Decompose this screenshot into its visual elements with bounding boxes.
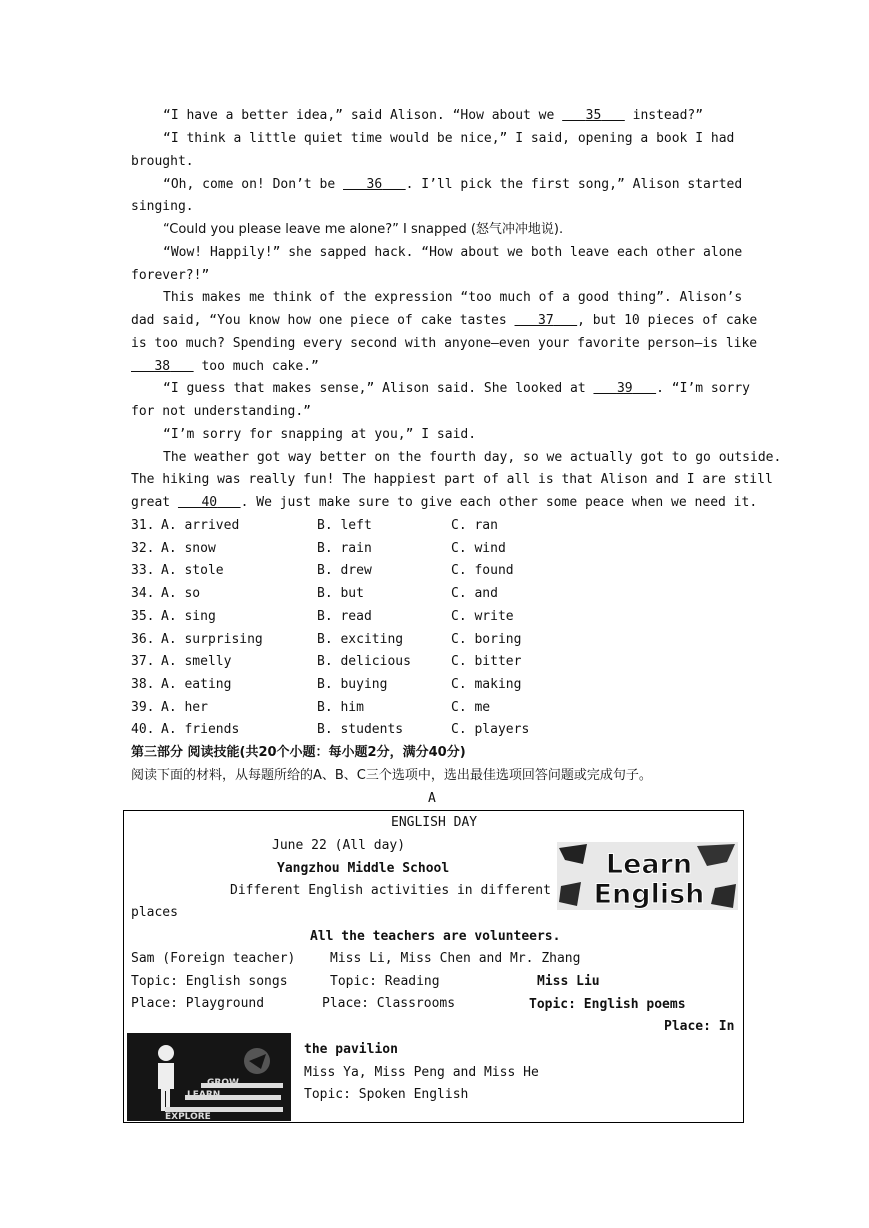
grow-learn-explore-logo (127, 1033, 291, 1121)
option-b: B. drew (317, 563, 372, 578)
option-b: B. him (317, 700, 364, 715)
learn-english-graphic (557, 842, 738, 910)
option-number: 34. (131, 586, 155, 601)
passage-line: 38 too much cake.” (131, 358, 319, 376)
group2-teacher: Miss Li, Miss Chen and Mr. Zhang (330, 951, 581, 966)
option-c: C. wind (451, 541, 506, 556)
passage-line: is too much? Spending every second with anyone—even your favorite person—is like (131, 336, 758, 351)
person-head-icon (158, 1045, 174, 1061)
option-c: C. players (451, 722, 530, 737)
option-c: C. making (451, 677, 522, 692)
poster-desc: Different English activities in different (230, 883, 551, 898)
blank-40: 40 (201, 495, 218, 510)
option-a: A. her (161, 700, 208, 715)
option-number: 38. (131, 677, 155, 692)
option-a: A. snow (161, 541, 216, 556)
option-c: C. bitter (451, 654, 522, 669)
option-number: 33. (131, 563, 155, 578)
option-c: C. ran (451, 518, 498, 533)
passage-line: This makes me think of the expression “too much of a good thing”. Alison’s (163, 290, 743, 305)
passage-line: The weather got way better on the fourth day, so we actually got to go outside. (163, 450, 782, 465)
option-c: C. me (451, 700, 491, 715)
blank-39: 39 (616, 381, 633, 396)
passage-line: “Oh, come on! Don’t be 36 . I’ll pick the first song,” Alison started (163, 177, 743, 192)
group2-topic: Topic: Reading (330, 974, 440, 989)
logo-learn-text: LEARN (187, 1090, 221, 1100)
option-number: 32. (131, 541, 155, 556)
group3-teacher: Miss Liu (537, 974, 600, 989)
passage-label: A (428, 791, 436, 806)
option-c: C. boring (451, 632, 522, 647)
passage-line: “Could you please leave me alone?” I snapped (怒气冲冲地说). (163, 222, 564, 237)
group3-topic: Topic: English poems (529, 997, 686, 1012)
passage-line: dad said, “You know how one piece of cake tastes 37 , but 10 pieces of cake (131, 313, 758, 328)
option-number: 31. (131, 518, 155, 533)
section-title: 第三部分 阅读技能(共20个小题：每小题2分，满分40分) (131, 745, 466, 760)
option-number: 37. (131, 654, 155, 669)
poster-volunteers: All the teachers are volunteers. (310, 929, 561, 944)
grow-learn-explore-graphic (127, 1033, 291, 1121)
passage-line: great 40 . We just make sure to give each other some peace when we need it. (131, 495, 758, 510)
passage-line: The hiking was really fun! The happiest part of all is that Alison and I are still (131, 472, 773, 487)
option-c: C. and (451, 586, 498, 601)
person-icon (158, 1063, 174, 1111)
group2-place: Place: Classrooms (322, 996, 456, 1011)
passage-line: singing. (131, 199, 194, 214)
option-b: B. left (317, 518, 372, 533)
option-a: A. friends (161, 722, 240, 737)
option-c: C. write (451, 609, 514, 624)
passage-line: “I think a little quiet time would be nice,” I said, opening a book I had (163, 131, 735, 146)
section-instruction: 阅读下面的材料，从每题所给的A、B、C三个选项中，选出最佳选项回答问题或完成句子。 (131, 768, 652, 783)
group3-place: Place: In (664, 1019, 735, 1034)
option-b: B. exciting (317, 632, 404, 647)
logo-learn-text: Learn (605, 849, 693, 880)
option-b: B. rain (317, 541, 372, 556)
option-a: A. surprising (161, 632, 263, 647)
poster-title: ENGLISH DAY (391, 815, 478, 830)
learn-english-logo (557, 842, 738, 910)
option-a: A. stole (161, 563, 224, 578)
option-a: A. sing (161, 609, 216, 624)
group4-topic: Topic: Spoken English (304, 1087, 469, 1102)
logo-grow-text: GROW (207, 1078, 239, 1088)
passage-line: “I guess that makes sense,” Alison said. She looked at 39 . “I’m sorry (163, 381, 751, 396)
passage-line: forever?!” (131, 268, 210, 283)
option-number: 39. (131, 700, 155, 715)
option-number: 36. (131, 632, 155, 647)
group1-teacher: Sam (Foreign teacher) (131, 951, 296, 966)
option-c: C. found (451, 563, 514, 578)
group3-place-cont: the pavilion (304, 1042, 398, 1057)
group1-topic: Topic: English songs (131, 974, 288, 989)
passage-line: “I have a better idea,” said Alison. “How about we 35 instead?” (163, 108, 704, 123)
passage-line: for not understanding.” (131, 404, 312, 419)
passage-line: “I’m sorry for snapping at you,” I said. (163, 427, 477, 442)
logo-explore-text: EXPLORE (165, 1112, 211, 1121)
option-number: 40. (131, 722, 155, 737)
blank-36: 36 (366, 177, 383, 192)
option-a: A. smelly (161, 654, 232, 669)
poster-date: June 22 (All day) (272, 838, 406, 853)
group4-teacher: Miss Ya, Miss Peng and Miss He (304, 1065, 539, 1080)
passage-line: brought. (131, 154, 194, 169)
option-a: A. arrived (161, 518, 240, 533)
option-b: B. students (317, 722, 404, 737)
blank-37: 37 (538, 313, 554, 328)
poster-school: Yangzhou Middle School (277, 861, 450, 876)
option-b: B. delicious (317, 654, 411, 669)
blank-35: 35 (585, 108, 602, 123)
poster-desc-cont: places (131, 905, 178, 920)
option-b: B. buying (317, 677, 388, 692)
blank-38: 38 (154, 359, 171, 374)
option-b: B. read (317, 609, 372, 624)
group1-place: Place: Playground (131, 996, 265, 1011)
option-a: A. so (161, 586, 201, 601)
option-number: 35. (131, 609, 155, 624)
passage-line: “Wow! Happily!” she sapped hack. “How about we both leave each other alone (163, 245, 743, 260)
option-a: A. eating (161, 677, 232, 692)
logo-english-text: English (593, 879, 705, 910)
option-b: B. but (317, 586, 364, 601)
